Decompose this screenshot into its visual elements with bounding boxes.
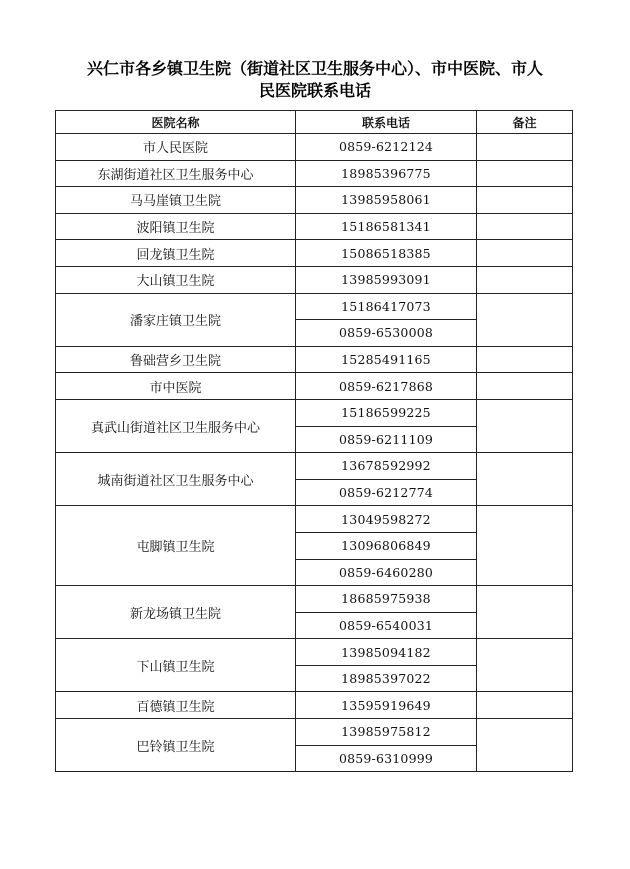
header-hospital-name: 医院名称 xyxy=(56,111,296,134)
contact-table xyxy=(55,110,573,772)
hospital-name-cell: 屯脚镇卫生院 xyxy=(56,506,296,586)
table-row xyxy=(56,506,573,533)
note-cell xyxy=(477,692,573,719)
title-line-1: 兴仁市各乡镇卫生院（街道社区卫生服务中心）、市中医院、市人 xyxy=(86,59,543,78)
table-header-row xyxy=(56,111,573,134)
table-row xyxy=(56,399,573,426)
hospital-name-cell: 马马崖镇卫生院 xyxy=(56,187,296,214)
phone-cell: 0859-6217868 xyxy=(296,373,477,400)
header-phone: 联系电话 xyxy=(296,111,477,134)
note-cell xyxy=(477,506,573,586)
phone-cell: 0859-6212124 xyxy=(296,134,477,161)
phone-cell: 0859-6460280 xyxy=(296,559,477,586)
note-cell xyxy=(477,293,573,346)
page-title xyxy=(40,58,590,102)
note-cell xyxy=(477,373,573,400)
hospital-name-cell: 城南街道社区卫生服务中心 xyxy=(56,453,296,506)
table-row xyxy=(56,719,573,746)
table-row xyxy=(56,134,573,161)
phone-cell: 13985094182 xyxy=(296,639,477,666)
phone-cell: 0859-6211109 xyxy=(296,426,477,453)
phone-cell: 0859-6530008 xyxy=(296,320,477,347)
hospital-name-cell: 东湖街道社区卫生服务中心 xyxy=(56,160,296,187)
table-row xyxy=(56,293,573,320)
hospital-name-cell: 市人民医院 xyxy=(56,134,296,161)
hospital-name-cell: 新龙场镇卫生院 xyxy=(56,586,296,639)
hospital-name-cell: 真武山街道社区卫生服务中心 xyxy=(56,399,296,452)
table-row xyxy=(56,692,573,719)
note-cell xyxy=(477,160,573,187)
hospital-name-cell: 百德镇卫生院 xyxy=(56,692,296,719)
table-row xyxy=(56,586,573,613)
note-cell xyxy=(477,586,573,639)
title-line-2: 民医院联系电话 xyxy=(258,81,371,100)
note-cell xyxy=(477,399,573,452)
note-cell xyxy=(477,134,573,161)
note-cell xyxy=(477,639,573,692)
note-cell xyxy=(477,213,573,240)
table-row xyxy=(56,346,573,373)
phone-cell: 13096806849 xyxy=(296,532,477,559)
table-row xyxy=(56,240,573,267)
phone-cell: 13678592992 xyxy=(296,453,477,480)
hospital-name-cell: 大山镇卫生院 xyxy=(56,266,296,293)
hospital-name-cell: 市中医院 xyxy=(56,373,296,400)
hospital-name-cell: 巴铃镇卫生院 xyxy=(56,719,296,772)
header-note: 备注 xyxy=(477,111,573,134)
table-row xyxy=(56,160,573,187)
table-row xyxy=(56,213,573,240)
phone-cell: 13985958061 xyxy=(296,187,477,214)
hospital-name-cell: 下山镇卫生院 xyxy=(56,639,296,692)
phone-cell: 13985975812 xyxy=(296,719,477,746)
note-cell xyxy=(477,240,573,267)
phone-cell: 15186417073 xyxy=(296,293,477,320)
hospital-name-cell: 波阳镇卫生院 xyxy=(56,213,296,240)
phone-cell: 0859-6212774 xyxy=(296,479,477,506)
note-cell xyxy=(477,266,573,293)
table-row xyxy=(56,266,573,293)
note-cell xyxy=(477,187,573,214)
phone-cell: 0859-6310999 xyxy=(296,745,477,772)
table-body xyxy=(56,134,573,772)
note-cell xyxy=(477,719,573,772)
hospital-name-cell: 回龙镇卫生院 xyxy=(56,240,296,267)
hospital-name-cell: 潘家庄镇卫生院 xyxy=(56,293,296,346)
phone-cell: 0859-6540031 xyxy=(296,612,477,639)
phone-cell: 13049598272 xyxy=(296,506,477,533)
phone-cell: 15086518385 xyxy=(296,240,477,267)
phone-cell: 13595919649 xyxy=(296,692,477,719)
phone-cell: 15285491165 xyxy=(296,346,477,373)
table-row xyxy=(56,453,573,480)
phone-cell: 13985993091 xyxy=(296,266,477,293)
phone-cell: 18985397022 xyxy=(296,665,477,692)
table-row xyxy=(56,373,573,400)
hospital-name-cell: 鲁础营乡卫生院 xyxy=(56,346,296,373)
note-cell xyxy=(477,453,573,506)
table-row xyxy=(56,639,573,666)
phone-cell: 18985396775 xyxy=(296,160,477,187)
phone-cell: 15186599225 xyxy=(296,399,477,426)
table-row xyxy=(56,187,573,214)
note-cell xyxy=(477,346,573,373)
phone-cell: 15186581341 xyxy=(296,213,477,240)
phone-cell: 18685975938 xyxy=(296,586,477,613)
